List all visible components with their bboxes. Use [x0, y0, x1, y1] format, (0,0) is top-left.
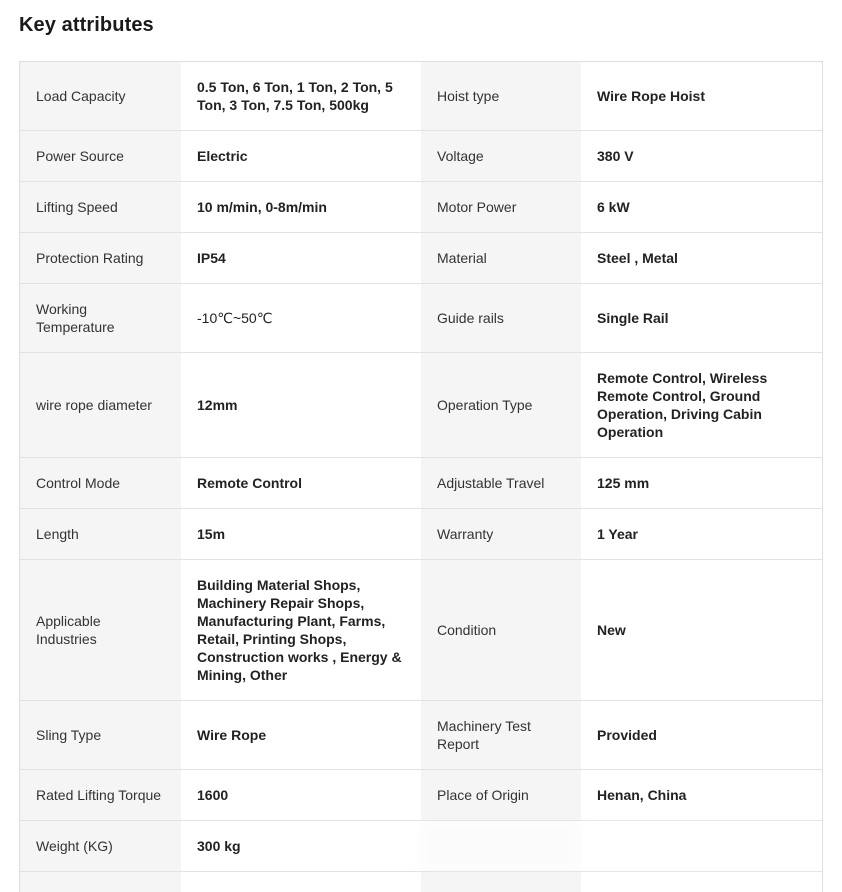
table-row: [20, 701, 822, 770]
attribute-value: Provided: [581, 701, 820, 769]
table-row: [20, 353, 822, 458]
attribute-key: Warranty: [421, 509, 581, 559]
attribute-value: Single Rail: [581, 284, 820, 352]
attribute-key: Operation Type: [421, 353, 581, 457]
attribute-key: Condition: [421, 560, 581, 700]
attribute-value: Henan, China: [581, 770, 820, 820]
table-row: [20, 284, 822, 353]
attribute-key: Place of Origin: [421, 770, 581, 820]
table-row: [20, 182, 822, 233]
attribute-value: 300 kg: [181, 821, 421, 871]
attribute-key: Power Source: [20, 131, 181, 181]
table-row-partial: [20, 872, 822, 892]
table-row: [20, 560, 822, 701]
attribute-key: Sling Type: [20, 701, 181, 769]
attribute-key: [421, 872, 581, 892]
attribute-value: 380 V: [581, 131, 820, 181]
attribute-key: Hoist type: [421, 62, 581, 130]
attribute-value: 1 Year: [581, 509, 820, 559]
attribute-key: Motor Power: [421, 182, 581, 232]
attribute-value: [581, 872, 820, 892]
attribute-value: Wire Rope Hoist: [581, 62, 820, 130]
table-row: [20, 509, 822, 560]
attribute-key: Control Mode: [20, 458, 181, 508]
attribute-value: Remote Control, Wireless Remote Control, Ground Operation, Driving Cabin Operation: [581, 353, 820, 457]
attribute-key: Protection Rating: [20, 233, 181, 283]
attribute-key: Working Temperature: [20, 284, 181, 352]
table-row: [20, 770, 822, 821]
attribute-value: IP54: [181, 233, 421, 283]
attribute-value: Electric: [181, 131, 421, 181]
attribute-value: 1600: [181, 770, 421, 820]
attribute-value: Building Material Shops, Machinery Repair Shops, Manufacturing Plant, Farms, Retail, Printing Shops, Construction works , Energy & Mining, Other: [181, 560, 421, 700]
attribute-key: wire rope diameter: [20, 353, 181, 457]
section-title: Key attributes: [19, 14, 154, 36]
attribute-value: 12mm: [181, 353, 421, 457]
attribute-key: Weight (KG): [20, 821, 181, 871]
attribute-value: Wire Rope: [181, 701, 421, 769]
attribute-value: [181, 872, 421, 892]
attribute-key: Material: [421, 233, 581, 283]
attribute-value: -10℃~50℃: [181, 284, 421, 352]
attribute-value: 6 kW: [581, 182, 820, 232]
table-row: [20, 233, 822, 284]
table-row: [20, 62, 822, 131]
table-row: [20, 821, 822, 872]
attribute-value: [581, 821, 820, 871]
attribute-key: Guide rails: [421, 284, 581, 352]
attribute-key: Voltage: [421, 131, 581, 181]
table-row: [20, 458, 822, 509]
attribute-key: Machinery Test Report: [421, 701, 581, 769]
attribute-value: Remote Control: [181, 458, 421, 508]
attribute-key: [20, 872, 181, 892]
attribute-key: Adjustable Travel: [421, 458, 581, 508]
attribute-value: 10 m/min, 0-8m/min: [181, 182, 421, 232]
attribute-key: Load Capacity: [20, 62, 181, 130]
attribute-key: Rated Lifting Torque: [20, 770, 181, 820]
attribute-key: Applicable Industries: [20, 560, 181, 700]
attribute-key: [421, 821, 581, 871]
attribute-value: 0.5 Ton, 6 Ton, 1 Ton, 2 Ton, 5 Ton, 3 Ton, 7.5 Ton, 500kg: [181, 62, 421, 130]
attribute-value: New: [581, 560, 820, 700]
attributes-table: [19, 61, 823, 892]
attribute-value: Steel , Metal: [581, 233, 820, 283]
attribute-value: 125 mm: [581, 458, 820, 508]
attribute-key: Lifting Speed: [20, 182, 181, 232]
attribute-value: 15m: [181, 509, 421, 559]
table-row: [20, 131, 822, 182]
attribute-key: Length: [20, 509, 181, 559]
